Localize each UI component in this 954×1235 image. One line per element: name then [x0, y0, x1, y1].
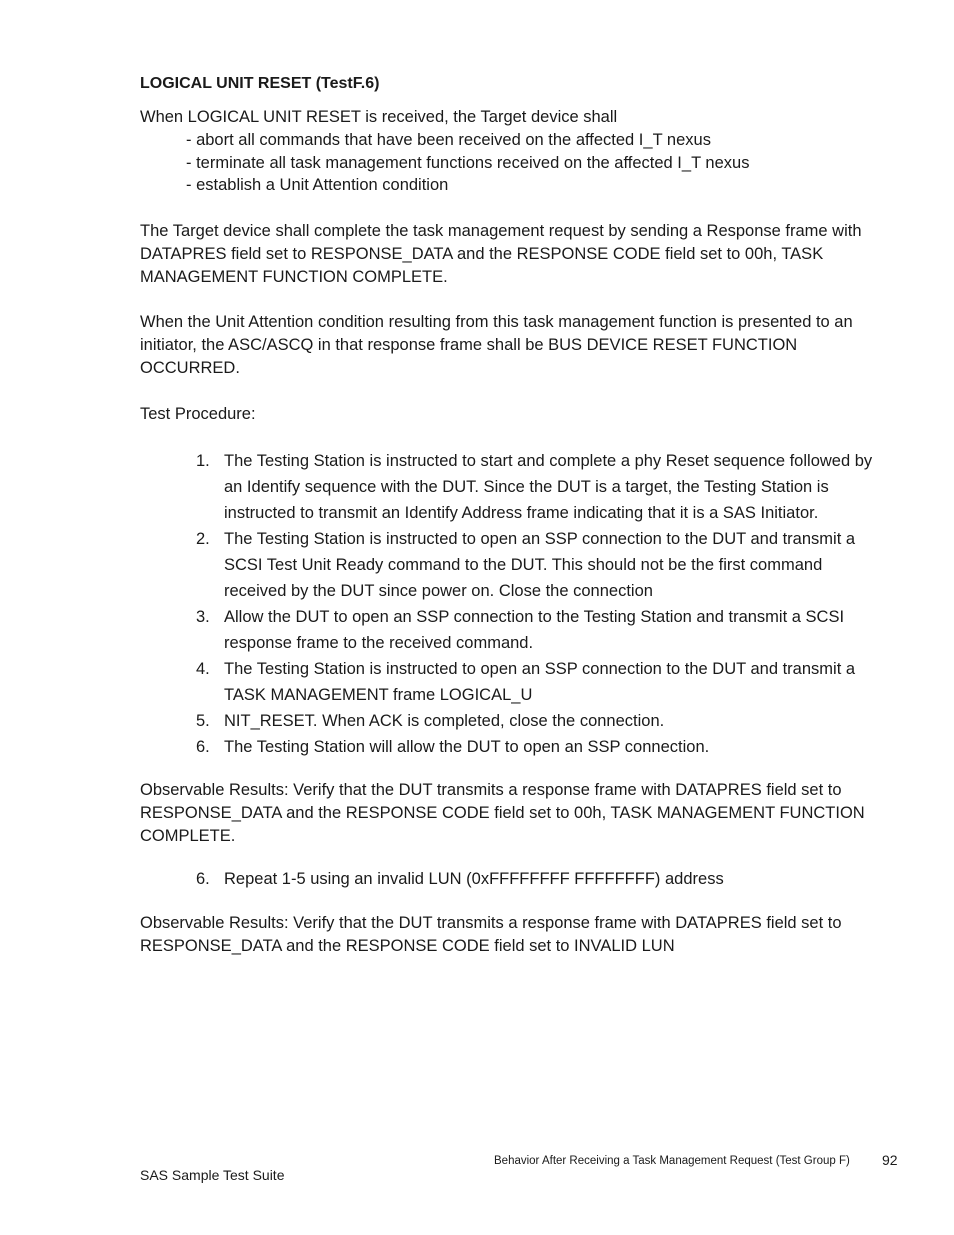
step-text: The Testing Station is instructed to open an SSP connection to the DUT and transmit a TASK MANAGEMENT frame LOGICAL_U — [224, 660, 856, 704]
step-number: 1. — [196, 452, 210, 470]
test-procedure-steps — [196, 448, 886, 760]
response-paragraph: The Target device shall complete the task management request by sending a Response frame with DATAPRES field set to RESPONSE_DATA and the RESPONSE CODE field set to 00h, TASK MANAGEMENT FUNCTION COMPLETE. — [140, 222, 862, 286]
footer-document-title: SAS Sample Test Suite — [140, 1167, 285, 1183]
test-procedure-label: Test Procedure: — [140, 405, 256, 423]
list-item — [196, 604, 886, 656]
step-text: The Testing Station is instructed to open an SSP connection to the DUT and transmit a SCSI Test Unit Ready command to the DUT. This should not be the first command received by the DUT since power on. Close the connection — [224, 530, 856, 600]
observable-results-1: Observable Results: Verify that the DUT transmits a response frame with DATAPRES field set to RESPONSE_DATA and the RESPONSE CODE field set to 00h, TASK MANAGEMENT FUNCTION COMPLETE. — [140, 781, 865, 845]
observable-results-2: Observable Results: Verify that the DUT transmits a response frame with DATAPRES field set to RESPONSE_DATA and the RESPONSE CODE field set to INVALID LUN — [140, 914, 842, 955]
step-number: 5. — [196, 712, 210, 730]
intro-text: When LOGICAL UNIT RESET is received, the Target device shall — [140, 108, 618, 126]
footer-section-title: Behavior After Receiving a Task Management Request (Test Group F) — [494, 1155, 850, 1167]
step-text: The Testing Station will allow the DUT to open an SSP connection. — [224, 738, 710, 756]
step-text: Allow the DUT to open an SSP connection to the Testing Station and transmit a SCSI response frame to the received command. — [224, 608, 845, 652]
step-number: 6. — [196, 870, 210, 888]
step-text: Repeat 1-5 using an invalid LUN (0xFFFFFFFF FFFFFFFF) address — [224, 870, 724, 888]
list-item — [196, 448, 886, 526]
step-number: 4. — [196, 660, 210, 678]
unit-attention-paragraph: When the Unit Attention condition resulting from this task management function is presented to an initiator, the ASC/ASCQ in that response frame shall be BUS DEVICE RESET FUNCTION OCCURRED. — [140, 313, 853, 377]
requirement-item: - establish a Unit Attention condition — [186, 176, 449, 194]
list-item — [196, 526, 886, 604]
step-number: 3. — [196, 608, 210, 626]
step-text: NIT_RESET. When ACK is completed, close the connection. — [224, 712, 665, 730]
list-item — [196, 656, 886, 708]
repeat-step — [196, 870, 886, 889]
requirements-list — [186, 129, 749, 197]
section-heading: LOGICAL UNIT RESET (TestF.6) — [140, 75, 380, 92]
list-item — [196, 734, 886, 760]
step-number: 2. — [196, 530, 210, 548]
requirement-item: - abort all commands that have been received on the affected I_T nexus — [186, 131, 711, 149]
step-text: The Testing Station is instructed to start and complete a phy Reset sequence followed by an Identify sequence with the DUT. Since the DUT is a target, the Testing Station is instructed to transmit an Identify Address frame indicating that it is a SAS Initiator. — [224, 452, 873, 522]
requirement-item: - terminate all task management functions received on the affected I_T nexus — [186, 153, 750, 172]
step-number: 6. — [196, 738, 210, 756]
page-number: 92 — [882, 1152, 898, 1168]
list-item — [196, 708, 886, 734]
